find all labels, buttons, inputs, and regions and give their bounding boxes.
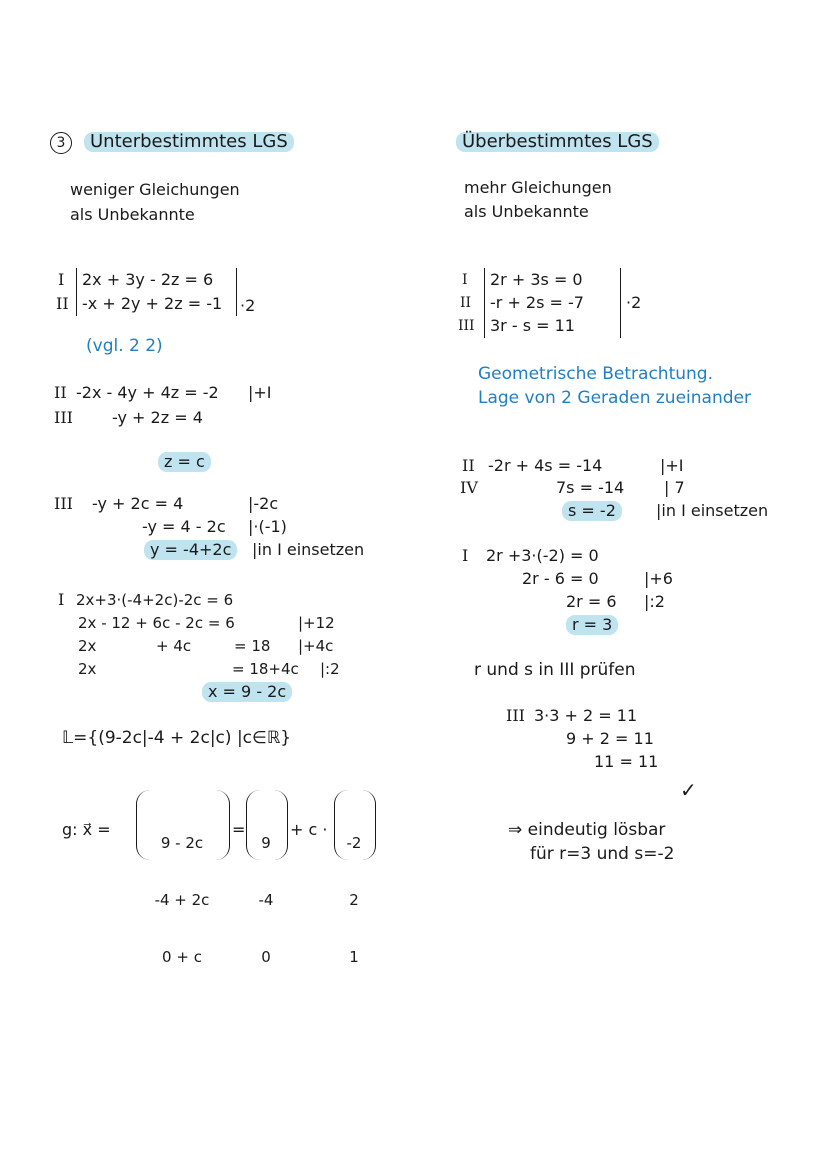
vector-prefix: g: x⃗ = xyxy=(62,820,111,839)
vector2-entry-2: -4 xyxy=(258,891,274,909)
right-sys-label-2: II xyxy=(460,295,472,311)
left-desc-line1: weniger Gleichungen xyxy=(70,180,240,199)
rblock3-label: I xyxy=(462,546,469,565)
block4-op2: |+12 xyxy=(298,614,335,632)
rblock3-line3: 2r = 6 xyxy=(566,592,617,611)
block4-line3-b: + 4c xyxy=(156,637,192,655)
left-title: Unterbestimmtes LGS xyxy=(84,132,294,152)
step2-eq: -y + 2z = 4 xyxy=(112,408,203,427)
block4-op4: |:2 xyxy=(320,660,340,678)
right-sys-bar xyxy=(484,268,485,338)
vector1-entry-2: -4 + 2c xyxy=(154,891,210,909)
geo-line1: Geometrische Betrachtung. xyxy=(478,364,713,384)
block4-line3-c: = 18 xyxy=(234,637,271,655)
block3-line3: y = -4+2c xyxy=(144,540,237,560)
left-sys-label-1: I xyxy=(58,270,65,289)
check-label: III xyxy=(506,706,525,725)
step1-label: II xyxy=(54,383,67,402)
rblock2-op3: |in I einsetzen xyxy=(656,501,769,520)
rblock2-line1: -2r + 4s = -14 xyxy=(488,456,603,475)
vector-plus-c: + c · xyxy=(290,820,328,839)
rblock2-line2: 7s = -14 xyxy=(556,478,625,497)
block3-label: III xyxy=(54,494,73,513)
check-line2: 9 + 2 = 11 xyxy=(566,729,654,748)
vgl-note: (vgl. 2 2) xyxy=(86,336,163,356)
block4-op3: |+4c xyxy=(298,637,334,655)
vector1-entry-3: 0 + c xyxy=(162,948,202,966)
right-sys-eq-1: 2r + 3s = 0 xyxy=(490,270,583,289)
rblock3-op2: |+6 xyxy=(644,569,673,588)
left-sys-eq-2: -x + 2y + 2z = -1 xyxy=(82,294,223,313)
rblock2-label1: II xyxy=(462,456,475,475)
right-sys-label-3: III xyxy=(458,318,475,334)
rblock2-op2: | 7 xyxy=(664,478,685,497)
check-title: r und s in III prüfen xyxy=(474,660,636,680)
vector3 xyxy=(334,796,374,986)
vector1 xyxy=(136,796,228,986)
geo-line2: Lage von 2 Geraden zueinander xyxy=(478,388,751,408)
section-number: 3 xyxy=(50,132,72,154)
conclusion-line2: für r=3 und s=-2 xyxy=(530,844,675,864)
z-parameter: z = c xyxy=(158,452,211,472)
right-desc-line1: mehr Gleichungen xyxy=(464,178,612,197)
r-result: r = 3 xyxy=(566,615,618,635)
vector3-entry-2: 2 xyxy=(349,891,359,909)
rblock3-line2: 2r - 6 = 0 xyxy=(522,569,599,588)
block3-line1: -y + 2c = 4 xyxy=(92,494,184,513)
right-title: Überbestimmtes LGS xyxy=(456,132,659,152)
block4-label: I xyxy=(58,590,65,609)
block4-line4-c: = 18+4c xyxy=(232,660,299,678)
left-desc-line2: als Unbekannte xyxy=(70,205,195,224)
left-sys-bar-right xyxy=(236,268,237,316)
vector1-entry-1: 9 - 2c xyxy=(160,834,204,852)
step1-op: |+I xyxy=(248,383,272,402)
block4-line1: 2x+3·(-4+2c)-2c = 6 xyxy=(76,591,234,609)
block3-op2: |·(-1) xyxy=(248,517,287,536)
right-sys-op: ·2 xyxy=(626,293,642,312)
right-sys-eq-2: -r + 2s = -7 xyxy=(490,293,584,312)
rblock2-label2: IV xyxy=(460,478,478,497)
left-sys-eq-1: 2x + 3y - 2z = 6 xyxy=(82,270,214,289)
vector2-entry-1: 9 xyxy=(261,834,271,852)
block3-line2: -y = 4 - 2c xyxy=(142,517,226,536)
rblock2-op1: |+I xyxy=(660,456,684,475)
right-sys-eq-3: 3r - s = 11 xyxy=(490,316,575,335)
rblock3-op3: |:2 xyxy=(644,592,665,611)
step2-label: III xyxy=(54,408,73,427)
block4-line3-a: 2x xyxy=(78,637,97,655)
vector-equals: = xyxy=(232,820,246,839)
left-sys-bar xyxy=(76,268,77,316)
conclusion-line1: ⇒ eindeutig lösbar xyxy=(508,820,666,840)
vector3-entry-1: -2 xyxy=(346,834,362,852)
right-desc-line2: als Unbekannte xyxy=(464,202,589,221)
right-sys-label-1: I xyxy=(462,272,468,288)
block4-line4-a: 2x xyxy=(78,660,97,678)
check-line3: 11 = 11 xyxy=(594,752,659,771)
left-sys-label-2: II xyxy=(56,294,69,313)
checkmark-icon: ✓ xyxy=(680,778,697,802)
vector2-entry-3: 0 xyxy=(261,948,271,966)
block3-op1: |-2c xyxy=(248,494,279,513)
block3-op3: |in I einsetzen xyxy=(252,540,365,559)
solution-set: 𝕃={(9-2c|-4 + 2c|c) |c∈ℝ} xyxy=(62,728,292,748)
step1-eq: -2x - 4y + 4z = -2 xyxy=(76,383,219,402)
left-sys-op: ·2 xyxy=(240,296,256,315)
s-result: s = -2 xyxy=(562,501,622,521)
rblock3-line1: 2r +3·(-2) = 0 xyxy=(486,546,599,565)
x-result: x = 9 - 2c xyxy=(202,682,292,702)
right-sys-bar-right xyxy=(620,268,621,338)
vector2 xyxy=(246,796,286,986)
vector3-entry-3: 1 xyxy=(349,948,359,966)
check-line1: 3·3 + 2 = 11 xyxy=(534,706,638,725)
block4-line2: 2x - 12 + 6c - 2c = 6 xyxy=(78,614,235,632)
